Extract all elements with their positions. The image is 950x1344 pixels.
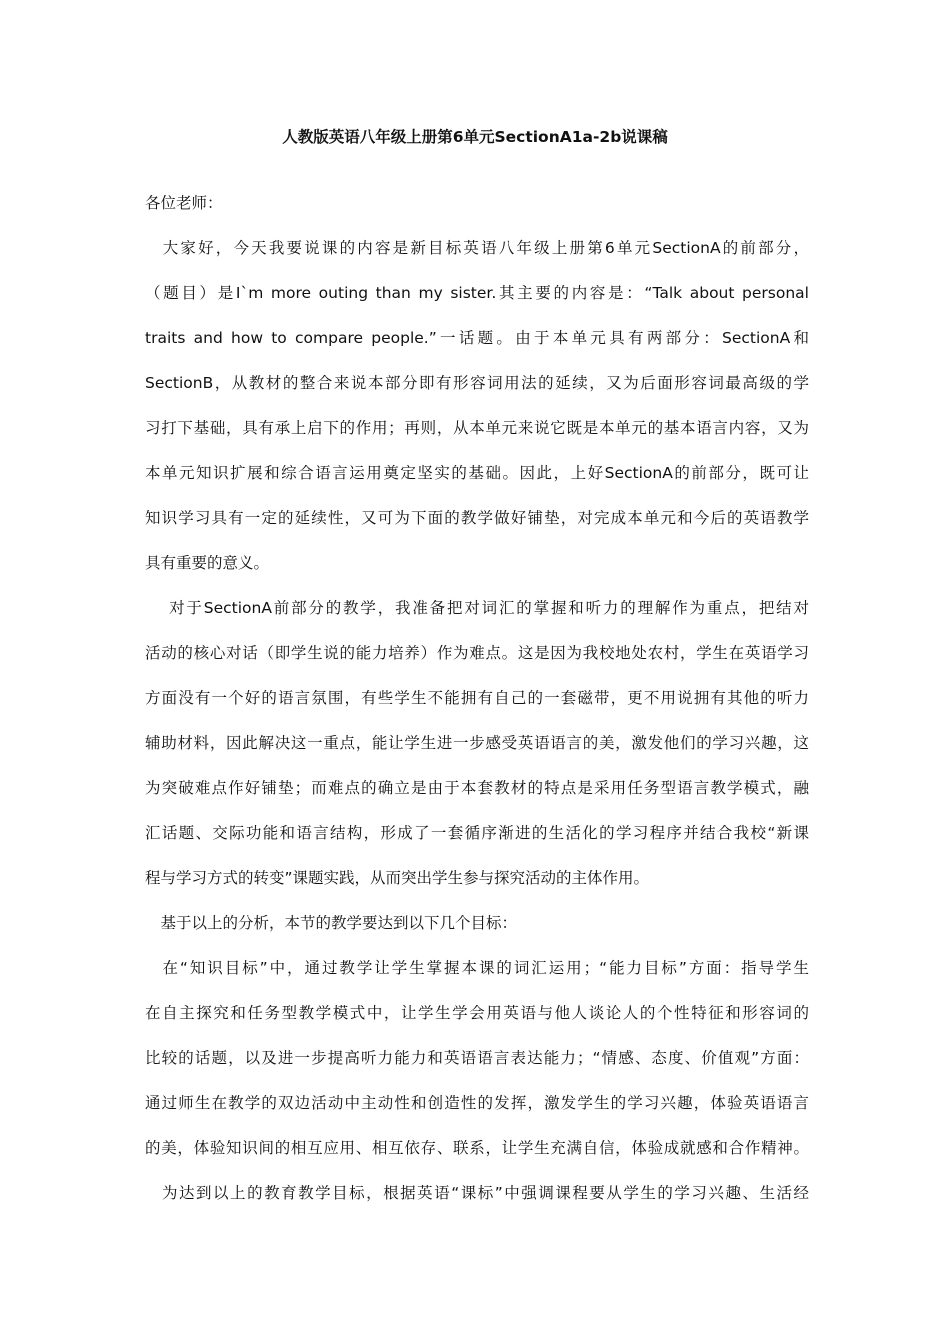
paragraph-line: 大家好，今天我要说课的内容是新目标英语八年级上册第6单元SectionA的前部分， xyxy=(145,239,809,257)
paragraph-line: 在“知识目标”中，通过教学让学生掌握本课的词汇运用；“能力目标”方面：指导学生 xyxy=(145,959,809,977)
paragraph-line: 程与学习方式的转变”课题实践，从而突出学生参与探究活动的主体作用。 xyxy=(145,869,650,887)
paragraph-line: 活动的核心对话（即学生说的能力培养）作为难点。这是因为我校地处农村，学生在英语学习 xyxy=(145,644,809,662)
paragraph-line: 为突破难点作好铺垫；而难点的确立是由于本套教材的特点是采用任务型语言教学模式，融 xyxy=(145,779,809,797)
paragraph-line: 知识学习具有一定的延续性，又可为下面的教学做好铺垫，对完成本单元和今后的英语教学 xyxy=(145,509,809,527)
paragraph-line: 为达到以上的教育教学目标，根据英语“课标”中强调课程要从学生的学习兴趣、生活经 xyxy=(145,1184,809,1202)
salutation-line: 各位老师： xyxy=(145,194,223,212)
paragraph-line: 本单元知识扩展和综合语言运用奠定坚实的基础。因此，上好SectionA的前部分，既可让 xyxy=(145,464,809,482)
paragraph-line: 的美，体验知识间的相互应用、相互依存、联系，让学生充满自信，体验成就感和合作精神。 xyxy=(145,1139,809,1157)
document-body xyxy=(145,181,809,1216)
paragraph-line: 通过师生在教学的双边活动中主动性和创造性的发挥，激发学生的学习兴趣，体验英语语言 xyxy=(145,1094,809,1112)
paragraph-line: 比较的话题，以及进一步提高听力能力和英语语言表达能力；“情感、态度、价值观”方面： xyxy=(145,1049,809,1067)
paragraph-line: 辅助材料，因此解决这一重点，能让学生进一步感受英语语言的美，激发他们的学习兴趣，这 xyxy=(145,734,809,752)
paragraph-line: 对于SectionA前部分的教学，我准备把对词汇的掌握和听力的理解作为重点，把结对 xyxy=(145,599,809,617)
paragraph-line: 具有重要的意义。 xyxy=(145,554,270,572)
paragraph-line: （题目）是I`m more outing than my sister.其主要的内容是：“Talk about personal xyxy=(145,284,809,302)
paragraph-line: 习打下基础，具有承上启下的作用；再则，从本单元来说它既是本单元的基本语言内容，又为 xyxy=(145,419,809,437)
paragraph-line: traits and how to compare people.”一话题。由于本单元具有两部分：SectionA和 xyxy=(145,329,809,347)
paragraph-line: 在自主探究和任务型教学模式中，让学生学会用英语与他人谈论人的个性特征和形容词的 xyxy=(145,1004,809,1022)
document-title: 人教版英语八年级上册第6单元SectionA1a-2b说课稿 xyxy=(282,128,668,146)
paragraph-line: SectionB，从教材的整合来说本部分即有形容词用法的延续，又为后面形容词最高级的学 xyxy=(145,374,809,392)
paragraph-line: 汇话题、交际功能和语言结构，形成了一套循序渐进的生活化的学习程序并结合我校“新课 xyxy=(145,824,809,842)
paragraph-line: 基于以上的分析，本节的教学要达到以下几个目标： xyxy=(145,914,518,932)
paragraph-line: 方面没有一个好的语言氛围，有些学生不能拥有自己的一套磁带，更不用说拥有其他的听力 xyxy=(145,689,809,707)
